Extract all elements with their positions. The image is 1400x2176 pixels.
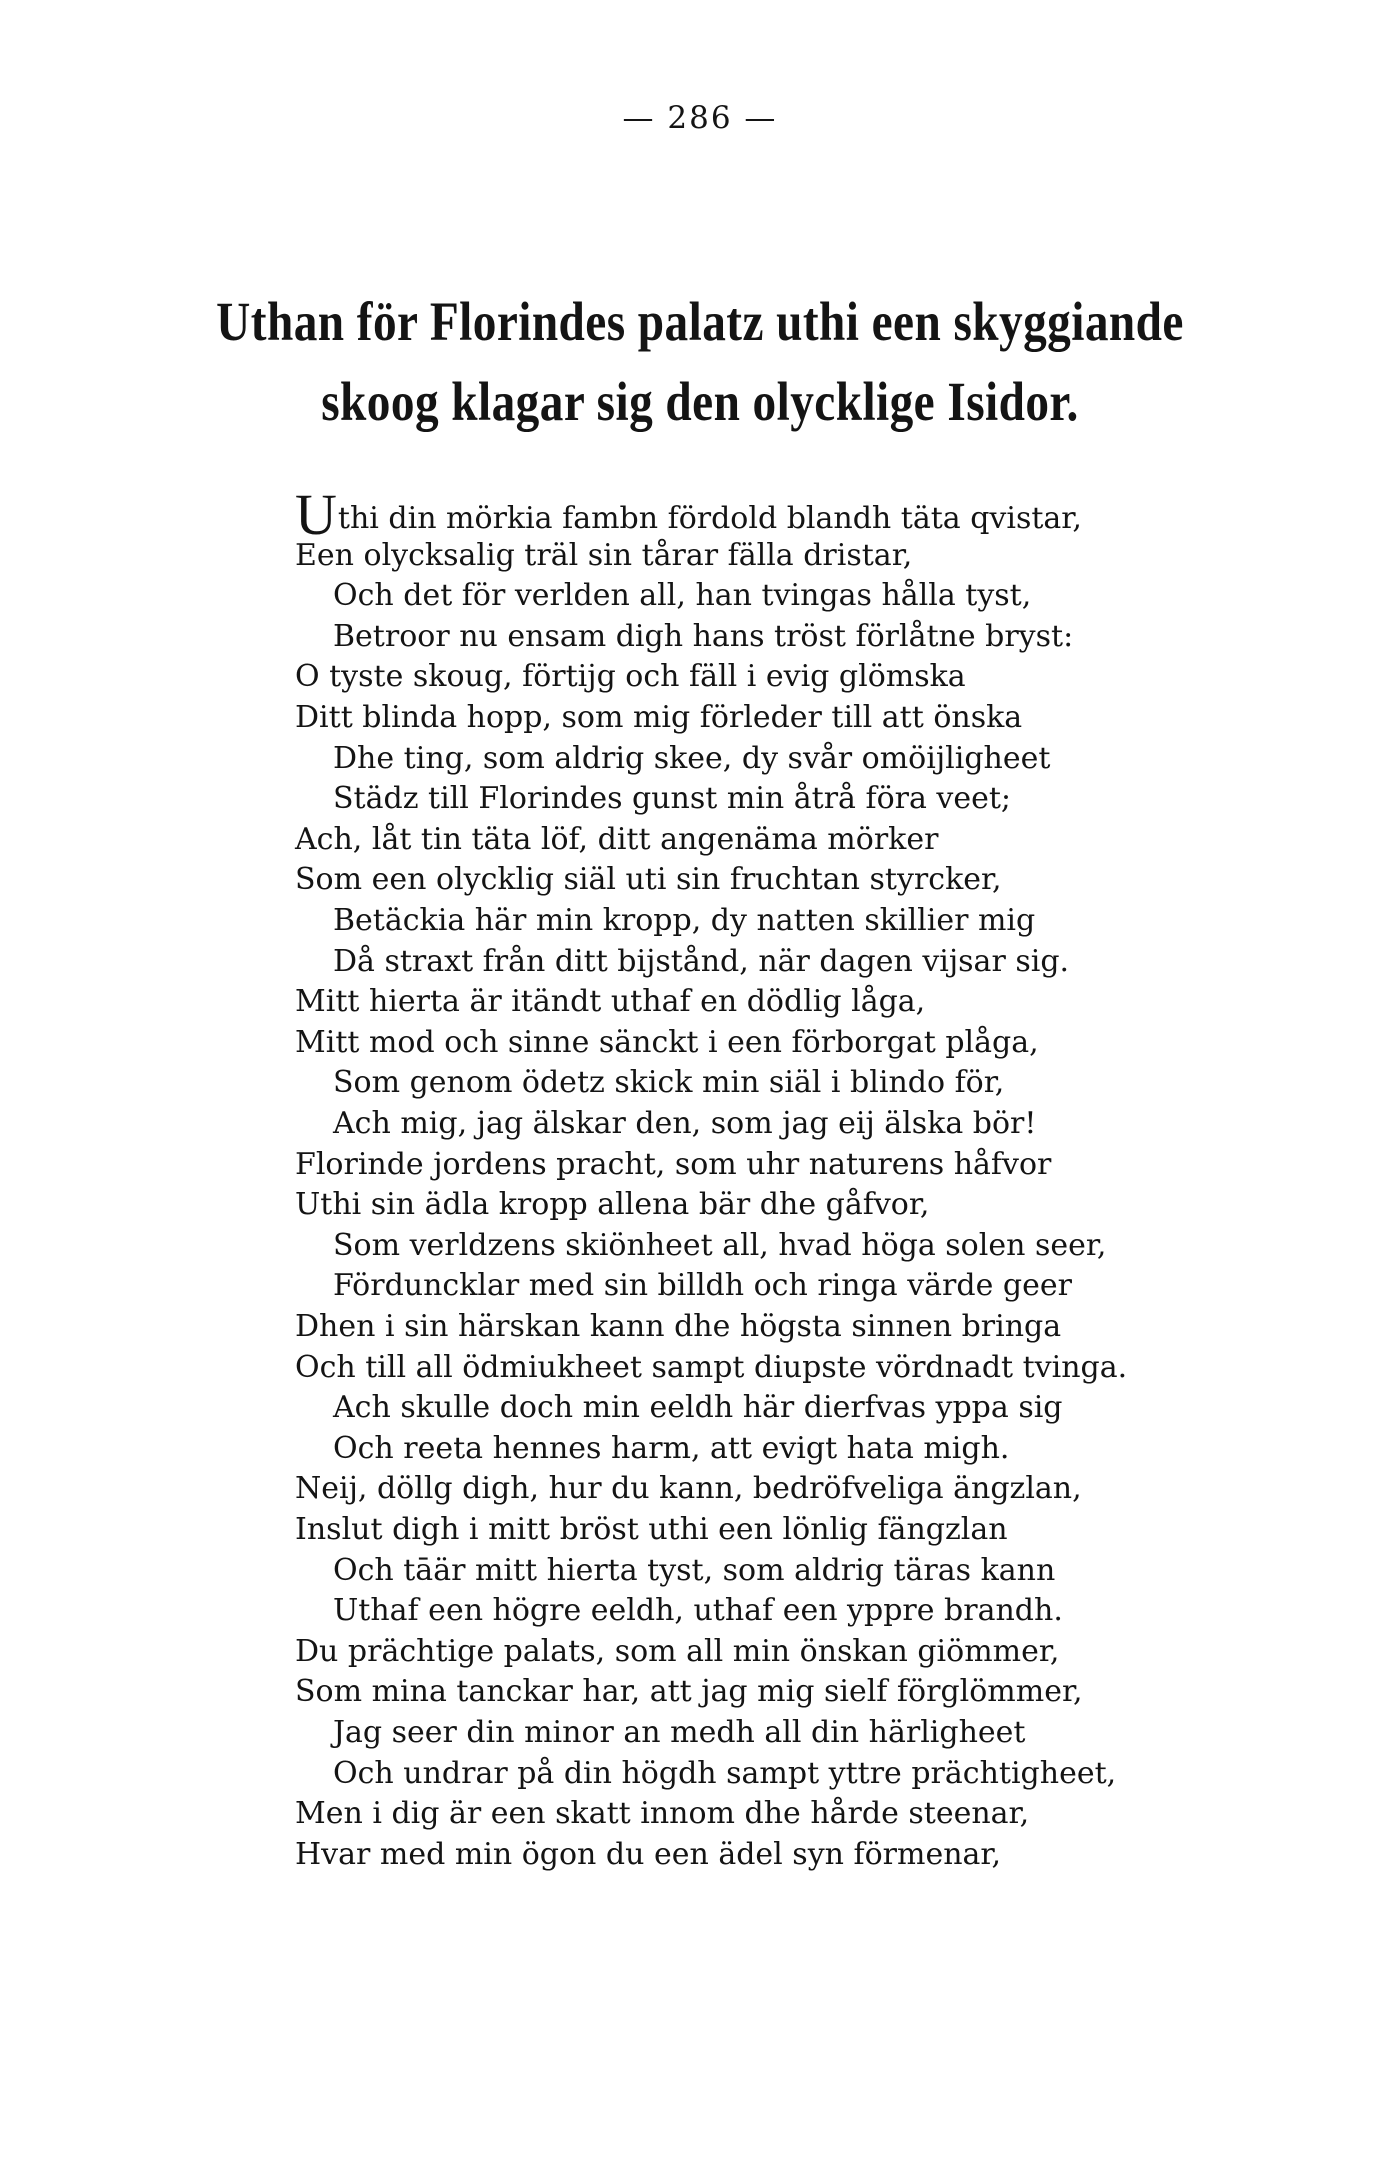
poem-line: Du prächtige palats, som all min önskan giömmer, xyxy=(295,1633,1060,1669)
poem-line: Een olycksalig träl sin tårar fälla dristar, xyxy=(295,537,913,573)
heading-text: Uthan för Florindes palatz uthi een skyggiande xyxy=(216,291,1184,352)
poem-line: Och tāär mitt hierta tyst, som aldrig täras kann xyxy=(333,1552,1056,1588)
poem-line: Då straxt från ditt bijstånd, när dagen vijsar sig. xyxy=(333,943,1070,979)
poem-line: Ach skulle doch min eeldh här dierfvas yppa sig xyxy=(333,1390,1063,1426)
drop-cap: U xyxy=(295,482,337,547)
poem-line: Florinde jordens pracht, som uhr naturens håfvor xyxy=(295,1146,1052,1182)
page-number: — 286 — xyxy=(622,100,778,136)
poem-line: Uthaf een högre eeldh, uthaf een yppre brandh. xyxy=(333,1593,1063,1629)
poem-line: Som verldzens skiönheet all, hvad höga solen seer, xyxy=(333,1227,1107,1263)
poem-heading-line-2 xyxy=(98,370,1302,433)
poem-line: Neij, döllg digh, hur du kann, bedröfveliga ängzlan, xyxy=(295,1471,1082,1507)
poem-line xyxy=(295,482,1082,547)
poem-line: Ach mig, jag älskar den, som jag eij älska bör! xyxy=(333,1106,1037,1141)
poem-line: Och det för verlden all, han tvingas hålla tyst, xyxy=(333,578,1032,614)
poem-line: Som mina tanckar har, att jag mig sielf förglömmer, xyxy=(295,1674,1083,1710)
poem-line: Hvar med min ögon du een ädel syn förmenar, xyxy=(295,1836,1001,1872)
poem-line: Uthi sin ädla kropp allena bär dhe gåfvor, xyxy=(295,1187,930,1223)
poem-line: Men i dig är een skatt innom dhe hårde steenar, xyxy=(295,1796,1030,1832)
poem-line: Dhe ting, som aldrig skee, dy svår omöijligheet xyxy=(333,740,1051,776)
poem-line: Dhen i sin härskan kann dhe högsta sinnen bringa xyxy=(295,1309,1062,1344)
poem-line: Som genom ödetz skick min siäl i blindo för, xyxy=(333,1065,1005,1101)
poem-line-text: thi din mörkia fambn fördold blandh täta qvistar, xyxy=(337,501,1082,536)
poem-line: O tyste skoug, förtijg och fäll i evig glömska xyxy=(295,659,966,695)
poem-line: Städz till Florindes gunst min åtrå föra veet; xyxy=(333,781,1012,817)
poem-line: Betroor nu ensam digh hans tröst förlåtne bryst: xyxy=(333,618,1074,654)
poem-line: Mitt hierta är itändt uthaf en dödlig låga, xyxy=(295,984,926,1020)
poem-heading-line-1 xyxy=(98,290,1302,353)
heading-text: skoog klagar sig den olycklige Isidor. xyxy=(321,371,1079,432)
poem-line: Som een olycklig siäl uti sin fruchtan styrcker, xyxy=(295,862,1002,898)
poem-line: Och till all ödmiukheet sampt diupste vördnadt tvinga. xyxy=(295,1349,1128,1385)
poem-line: Mitt mod och sinne sänckt i een förborgat plåga, xyxy=(295,1024,1039,1060)
poem-line: Inslut digh i mitt bröst uthi een lönlig fängzlan xyxy=(295,1512,1008,1547)
poem-line: Förduncklar med sin billdh och ringa värde geer xyxy=(333,1268,1072,1304)
poem-line: Ditt blinda hopp, som mig förleder till att önska xyxy=(295,700,1023,735)
poem-line: Och undrar på din högdh sampt yttre prächtigheet, xyxy=(333,1755,1117,1791)
poem-line: Betäckia här min kropp, dy natten skillier mig xyxy=(333,903,1036,938)
poem-line: Och reeta hennes harm, att evigt hata migh. xyxy=(333,1430,1010,1466)
poem-line: Ach, låt tin täta löf, ditt angenäma mörker xyxy=(295,821,939,857)
poem-line: Jag seer din minor an medh all din härligheet xyxy=(333,1715,1026,1750)
